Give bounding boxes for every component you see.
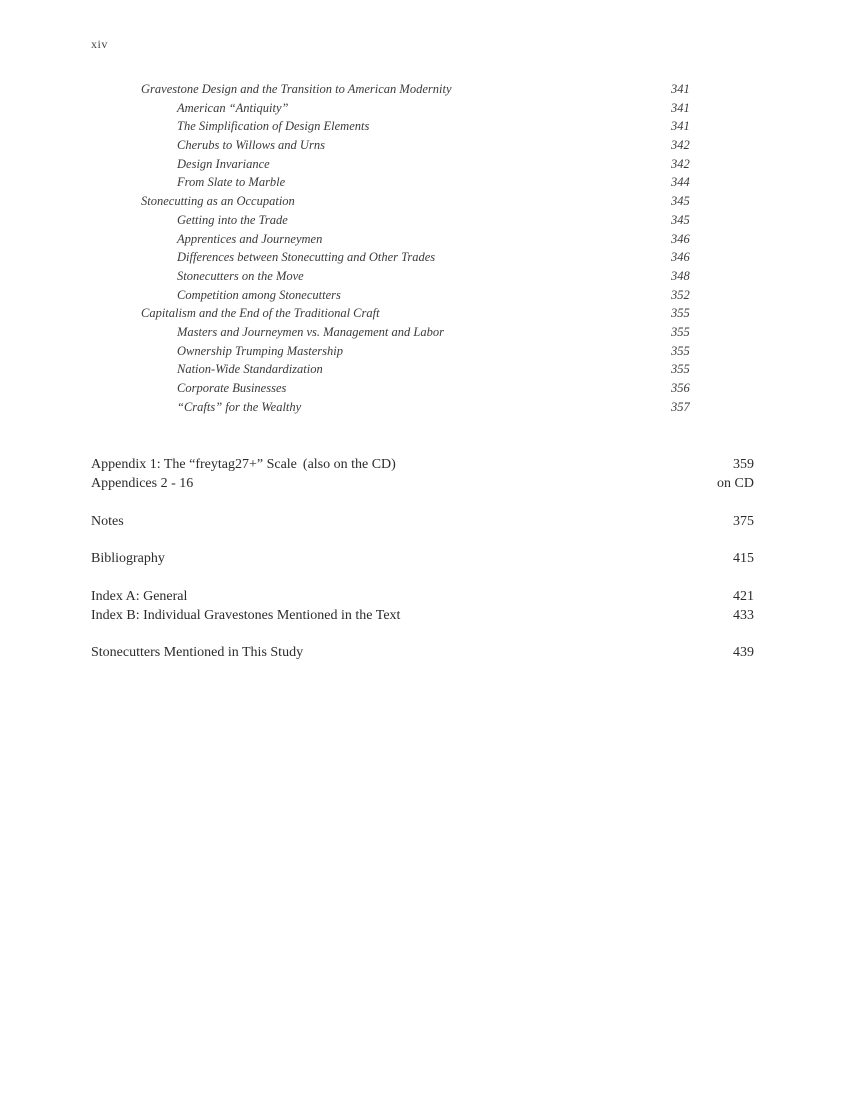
toc-entry-title: Design Invariance [177, 156, 270, 171]
page-folio: xiv [91, 37, 108, 51]
toc-main-entry-page-number: 433 [733, 607, 754, 623]
toc-entry-title: Differences between Stonecutting and Other Trades [177, 250, 436, 265]
toc-main-entry-title [91, 589, 187, 605]
toc-main-entry-title [91, 476, 193, 492]
toc-main-entry-title-text: Appendices 2 - 16 [91, 476, 194, 491]
toc-subsection-entry [0, 286, 850, 305]
toc-entry-title: Masters and Journeymen vs. Management and Labor [177, 324, 444, 339]
toc-main-entry-title-text: Appendix 1: The “freytag27+” Scale [91, 457, 297, 472]
toc-entry-page-number: 346 [671, 250, 690, 265]
toc-entry-page-number: 341 [671, 82, 690, 96]
toc-section-entry [0, 80, 850, 99]
toc-entry-title: Ownership Trumping Mastership [177, 343, 343, 358]
toc-subsection-entry [0, 323, 850, 342]
toc-entry-page-number: 345 [671, 212, 690, 227]
toc-main-entry-page-number: 421 [733, 588, 754, 604]
toc-entry-page-number: 342 [671, 138, 690, 153]
toc-main-entry-title-text: Notes [91, 513, 124, 529]
toc-main-entry-page-number: on CD [717, 476, 754, 491]
toc-entry-page-number: 348 [671, 268, 690, 283]
toc-subsection-entry [0, 173, 850, 192]
toc-section-entry [0, 304, 850, 323]
toc-main-entry-note: (also on the CD) [302, 457, 396, 472]
sub-section-contents [0, 80, 850, 416]
toc-subsection-entry [0, 155, 850, 174]
back-matter-contents [0, 455, 850, 662]
toc-subsection-entry [0, 248, 850, 267]
toc-main-entry [0, 512, 850, 531]
toc-entry-title: Capitalism and the End of the Traditional Craft [141, 306, 380, 321]
toc-entry-title: Cherubs to Willows and Urns [177, 138, 325, 153]
toc-subsection-entry [0, 211, 850, 230]
toc-entry-page-number: 355 [671, 343, 690, 358]
toc-main-entry [0, 587, 850, 606]
toc-entry-page-number: 342 [671, 156, 690, 171]
toc-entry-title: Stonecutters on the Move [177, 268, 304, 283]
toc-main-entry-page-number: 439 [733, 645, 754, 660]
toc-main-entry [0, 549, 850, 568]
toc-entry-title: The Simplification of Design Elements [177, 119, 370, 134]
toc-main-entry [0, 643, 850, 662]
toc-entry-page-number: 355 [671, 362, 690, 377]
toc-subsection-entry [0, 117, 850, 136]
toc-entry-title: Corporate Businesses [177, 381, 287, 395]
toc-entry-title: American “Antiquity” [177, 100, 289, 115]
toc-subsection-entry [0, 379, 850, 398]
toc-entry-page-number: 352 [671, 287, 690, 302]
toc-entry-page-number: 356 [671, 381, 690, 395]
toc-subsection-entry [0, 99, 850, 118]
toc-entry-title: From Slate to Marble [177, 175, 286, 190]
toc-subsection-entry [0, 398, 850, 417]
toc-main-entry-title-text: Index A: General [91, 588, 188, 604]
toc-entry-title: Competition among Stonecutters [177, 287, 341, 302]
toc-main-entry-title [91, 457, 396, 473]
toc-entry-page-number: 346 [671, 231, 690, 246]
toc-main-entry [0, 474, 850, 493]
toc-entry-title: Gravestone Design and the Transition to American Modernity [141, 82, 452, 96]
toc-entry-page-number: 341 [671, 119, 690, 134]
toc-entry-page-number: 357 [671, 399, 690, 414]
toc-entry-page-number: 355 [671, 324, 690, 339]
toc-subsection-entry [0, 267, 850, 286]
toc-entry-page-number: 345 [671, 194, 690, 209]
toc-main-entry-title [91, 645, 303, 661]
toc-entry-page-number: 344 [671, 175, 690, 190]
toc-main-entry-title-text: Stonecutters Mentioned in This Study [91, 645, 304, 660]
toc-main-entry-title [91, 551, 165, 567]
toc-entry-page-number: 341 [671, 100, 690, 115]
toc-main-entry-page-number: 375 [733, 513, 754, 529]
toc-main-entry-title-text: Bibliography [91, 551, 165, 566]
toc-entry-title: Apprentices and Journeymen [177, 231, 323, 246]
toc-main-entry-title-text: Index B: Individual Gravestones Mentioned in the Text [91, 607, 401, 623]
toc-entry-title: Getting into the Trade [177, 212, 288, 227]
toc-entry-title: Nation-Wide Standardization [177, 362, 323, 377]
toc-main-entry-title [91, 514, 124, 530]
toc-main-entry [0, 606, 850, 625]
toc-subsection-entry [0, 230, 850, 249]
toc-section-entry [0, 192, 850, 211]
toc-main-entry-page-number: 415 [733, 551, 754, 566]
toc-subsection-entry [0, 136, 850, 155]
toc-main-entry [0, 455, 850, 474]
toc-entry-page-number: 355 [671, 306, 690, 321]
toc-main-entry-title [91, 608, 400, 624]
toc-entry-title: “Crafts” for the Wealthy [177, 399, 302, 414]
toc-entry-title: Stonecutting as an Occupation [141, 194, 295, 209]
toc-main-entry-page-number: 359 [733, 457, 754, 472]
toc-subsection-entry [0, 342, 850, 361]
toc-subsection-entry [0, 360, 850, 379]
